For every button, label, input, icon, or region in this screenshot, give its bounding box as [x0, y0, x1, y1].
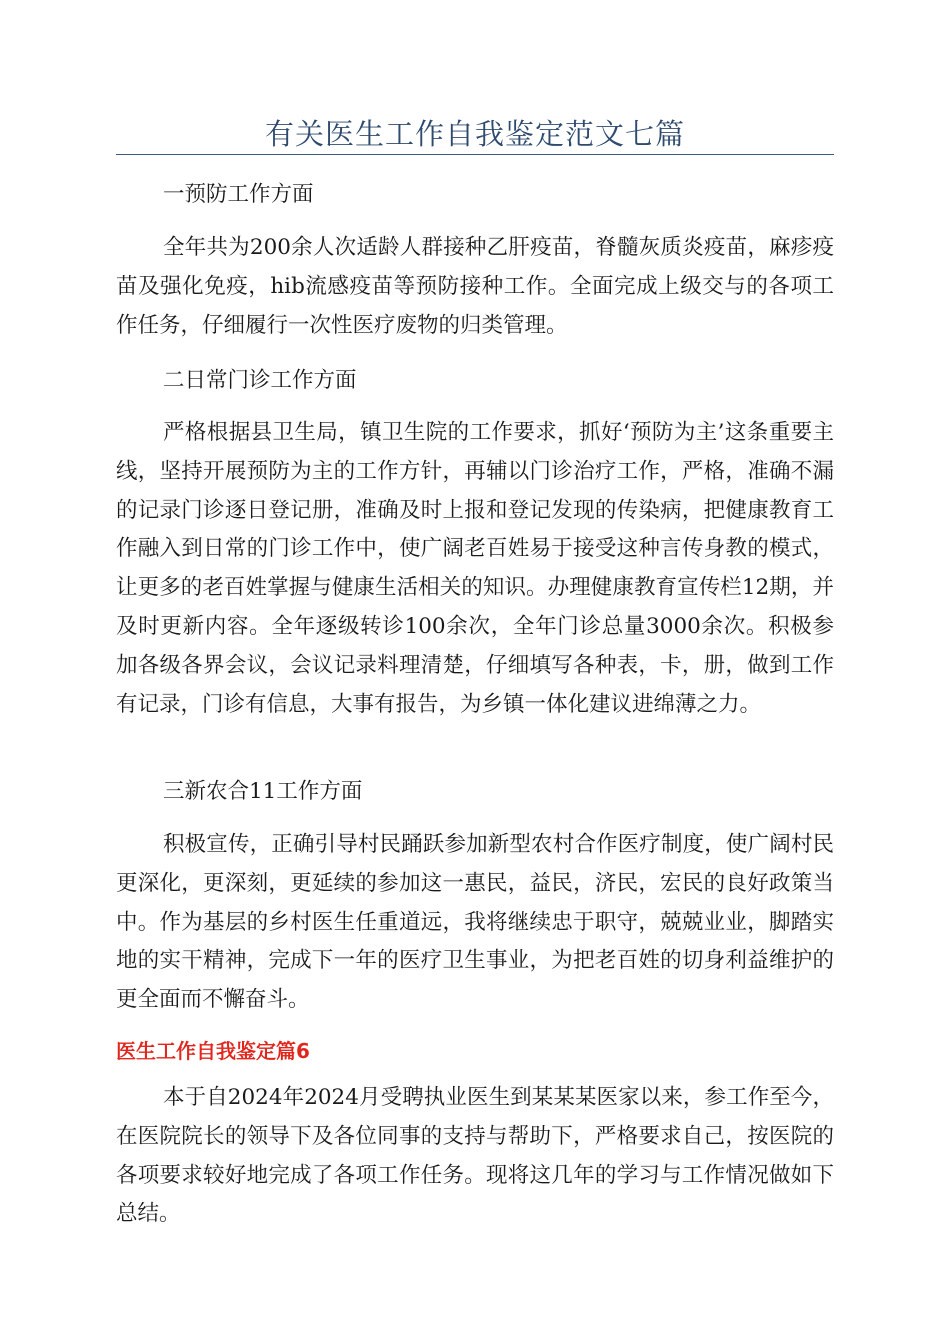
section-heading-rural-cooperative: 三新农合11工作方面: [163, 779, 363, 804]
paragraph-rural-cooperative: 积极宣传，正确引导村民踊跃参加新型农村合作医疗制度，使广阔村民更深化，更深刻，更延续的参加这一惠民，益民，济民，宏民的良好政策当中。作为基层的乡村医生任重道远，我将继续忠于职守，兢兢业业，脚踏实地的实干精神，完成下一年的医疗卫生事业，为把老百姓的切身利益维护的更全面而不懈奋斗。: [116, 832, 834, 1013]
paragraph-prevention: 全年共为200余人次适龄人群接种乙肝疫苗，脊髓灰质炎疫苗，麻疹疫苗及强化免疫，hib流感疫苗等预防接种工作。全面完成上级交与的各项工作任务，仔细履行一次性医疗废物的归类管理。: [116, 235, 834, 338]
title-underline: [116, 154, 834, 155]
document-title: 有关医生工作自我鉴定范文七篇: [264, 117, 685, 151]
section-heading-prevention: 一预防工作方面: [163, 182, 314, 207]
paragraph-article-6: 本于自2024年2024月受聘执业医生到某某某医家以来，参工作至今，在医院院长的领导下及各位同事的支持与帮助下，严格要求自己，按医院的各项要求较好地完成了各项工作任务。现将这几年的学习与工作情况做如下总结。: [116, 1085, 834, 1227]
paragraph-outpatient: 严格根据县卫生局，镇卫生院的工作要求，抓好‘预防为主’这条重要主线，坚持开展预防为主的工作方针，再辅以门诊治疗工作，严格，准确不漏的记录门诊逐日登记册，准确及时上报和登记发现的传染病，把健康教育工作融入到日常的门诊工作中，使广阔老百姓易于接受这种言传身教的模式，让更多的老百姓掌握与健康生活相关的知识。办理健康教育宣传栏12期，并及时更新内容。全年逐级转诊100余次，全年门诊总量3000余次。积极参加各级各界会议，会议记录料理清楚，仔细填写各种表，卡，册，做到工作有记录，门诊有信息，大事有报告，为乡镇一体化建议进绵薄之力。: [116, 420, 834, 717]
article-6-heading: 医生工作自我鉴定篇6: [116, 1039, 310, 1063]
section-heading-outpatient: 二日常门诊工作方面: [163, 368, 357, 393]
